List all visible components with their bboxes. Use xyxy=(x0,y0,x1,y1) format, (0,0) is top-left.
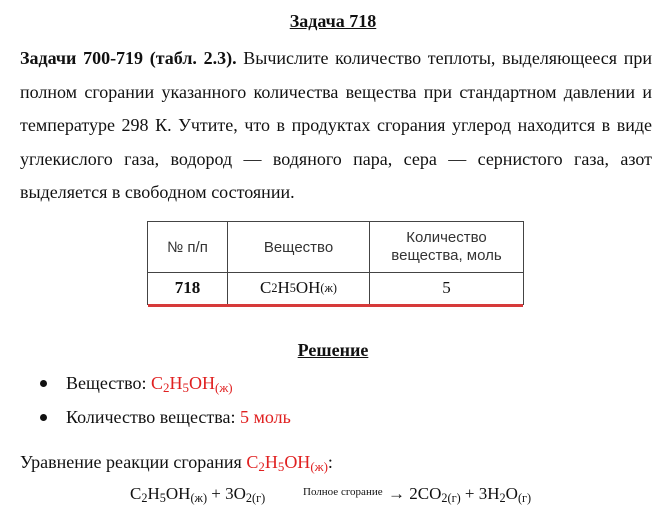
table-row xyxy=(148,272,523,307)
header-substance: Вещество xyxy=(228,222,370,272)
bullet-icon xyxy=(40,380,47,387)
formula-part: OH xyxy=(295,278,321,297)
cell-substance: C 2 H 5 OH (ж) xyxy=(228,272,370,304)
bullet-label: Количество вещества: xyxy=(66,407,240,427)
solution-title: Решение xyxy=(297,340,369,360)
header-amount: Количество вещества, моль xyxy=(391,229,502,264)
reaction-arrow-label: Полное сгорание xyxy=(303,486,383,498)
substance-formula: $C_2H_5OH_{(ж)}$ xyxy=(151,373,233,396)
table-header-row xyxy=(148,222,523,273)
task-text: Вычислите количество теплоты, выделяющееся при полном сгорании указанного количества вещества при стандартном давлении и температуре 298 К. Учтите, что в продуктах сгорания углерод находится в виде углекислого газа, водород — водяного пара, сера — сернистого газа, азот выделяется в свободном состоянии. xyxy=(20,48,652,202)
equation-left: $C_2H_5OH_{(ж)} + 3O_{2(г)}$ xyxy=(130,484,266,505)
cell-number: 718 xyxy=(148,272,228,304)
task-label: Задачи 700-719 (табл. 2.3). xyxy=(20,48,237,68)
cell-amount: 5 xyxy=(442,278,451,297)
header-number: № п/п xyxy=(148,222,228,272)
equation-right: → $2CO_{2(г)} + 3H_2O_{(г)}$ xyxy=(388,484,532,505)
formula-part: C xyxy=(259,278,272,297)
substance-table xyxy=(147,221,524,305)
intro-formula: $C_2H_5OH_{(ж)}$ xyxy=(246,452,328,475)
task-heading: Задача 718 xyxy=(289,11,377,31)
list-item xyxy=(42,406,291,428)
list-item xyxy=(42,372,233,394)
bullet-icon xyxy=(40,414,47,421)
equation-intro: Уравнение реакции сгорания $C_2H_5OH_{(ж)}$: xyxy=(20,452,333,475)
formula-part: H xyxy=(277,278,290,297)
amount-value: 5 моль xyxy=(240,407,291,427)
task-description xyxy=(20,42,652,210)
bullet-label: Вещество: xyxy=(66,373,152,393)
